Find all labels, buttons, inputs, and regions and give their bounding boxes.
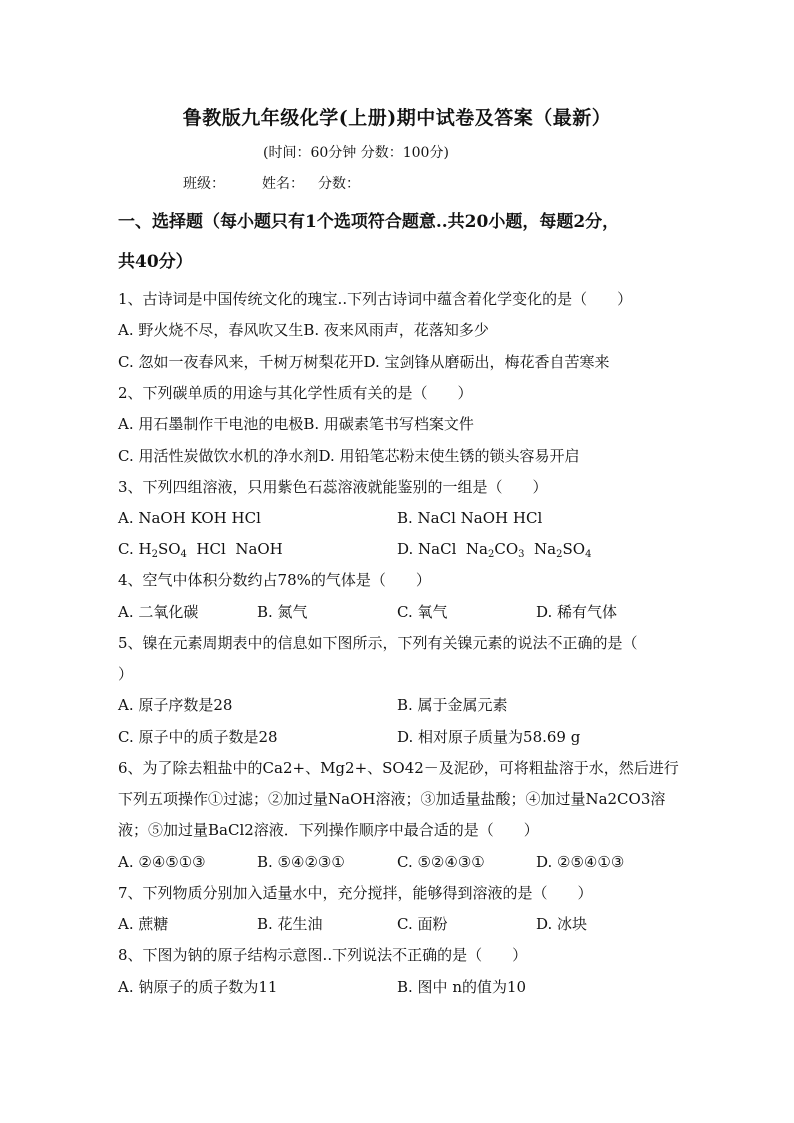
formula-part: HCl NaOH <box>186 540 283 558</box>
question-5-option-b: B. 属于金属元素 <box>397 696 508 714</box>
question-6-stem-line1: 6、为了除去粗盐中的Ca2+、Mg2+、SO42－及泥砂，可将粗盐溶于水，然后进行 <box>118 759 679 777</box>
question-7-option-a: A. 蔗糖 <box>118 915 169 933</box>
question-5-option-d: D. 相对原子质量为58.69 g <box>397 728 581 746</box>
formula-subscript: 2 <box>151 549 158 560</box>
question-7-option-d: D. 冰块 <box>536 915 588 933</box>
question-7-stem: 7、下列物质分别加入适量水中，充分搅拌，能够得到溶液的是（ ） <box>118 884 593 902</box>
question-5-option-c: C. 原子中的质子数是28 <box>118 728 278 746</box>
section-heading-line2: 共40分） <box>118 252 193 272</box>
question-4-stem: 4、空气中体积分数约占78%的气体是（ ） <box>118 571 431 589</box>
question-3-option-b: B. NaCl NaOH HCl <box>397 509 543 527</box>
class-label: 班级： <box>183 176 225 192</box>
question-2-options-cd: C. 用活性炭做饮水机的净水剂D. 用铅笔芯粉末使生锈的锁头容易开启 <box>118 447 580 465</box>
question-7-option-b: B. 花生油 <box>257 915 323 933</box>
formula-part: SO <box>157 540 181 558</box>
question-3-stem: 3、下列四组溶液，只用紫色石蕊溶液就能鉴别的一组是（ ） <box>118 478 548 496</box>
question-7-option-c: C. 面粉 <box>397 915 448 933</box>
question-8-option-b: B. 图中 n的值为10 <box>397 978 527 996</box>
question-2-stem: 2、下列碳单质的用途与其化学性质有关的是（ ） <box>118 384 473 402</box>
question-5-stem-line1: 5、镍在元素周期表中的信息如下图所示，下列有关镍元素的说法不正确的是（ <box>118 634 638 652</box>
page-title: 鲁教版九年级化学(上册)期中试卷及答案（最新） <box>182 107 612 129</box>
formula-part: CO <box>494 540 519 558</box>
question-4-option-c: C. 氧气 <box>397 603 448 621</box>
question-1-options-ab: A. 野火烧不尽，春风吹又生B. 夜来风雨声，花落知多少 <box>118 321 489 339</box>
name-label: 姓名： <box>262 176 304 192</box>
formula-part: Na <box>524 540 557 558</box>
question-4-option-b: B. 氮气 <box>257 603 308 621</box>
score-label: 分数： <box>318 176 360 192</box>
question-8-option-a: A. 钠原子的质子数为11 <box>118 978 278 996</box>
question-1-stem: 1、古诗词是中国传统文化的瑰宝..下列古诗词中蕴含着化学变化的是（ ） <box>118 290 633 308</box>
time-score-info: (时间：60分钟 分数：100分) <box>263 145 449 161</box>
question-6-option-b: B. ⑤④②③① <box>257 853 345 871</box>
formula-subscript: 4 <box>180 549 187 560</box>
question-3-option-a: A. NaOH KOH HCl <box>118 509 261 527</box>
question-6-option-d: D. ②⑤④①③ <box>536 853 625 871</box>
formula-subscript: 2 <box>487 549 495 560</box>
question-4-option-a: A. 二氧化碳 <box>118 603 199 621</box>
question-6-stem-line2: 下列五项操作①过滤；②加过量NaOH溶液；③加适量盐酸；④加过量Na2CO3溶 <box>118 790 666 808</box>
question-2-options-ab: A. 用石墨制作干电池的电极B. 用碳素笔书写档案文件 <box>118 415 474 433</box>
question-3-option-d <box>397 539 591 559</box>
formula-part: D. NaCl Na <box>397 540 488 558</box>
formula-subscript: 3 <box>518 549 525 560</box>
formula-subscript: 2 <box>556 549 563 560</box>
question-3-option-c <box>118 539 283 559</box>
question-5-option-a: A. 原子序数是28 <box>118 696 233 714</box>
section-heading-line1: 一、选择题（每小题只有1个选项符合题意..共20小题，每题2分， <box>118 212 620 232</box>
question-6-stem-line3: 液；⑤加过量BaCl2溶液．下列操作顺序中最合适的是（ ） <box>118 821 539 839</box>
question-8-stem: 8、下图为钠的原子结构示意图..下列说法不正确的是（ ） <box>118 946 528 964</box>
question-4-option-d: D. 稀有气体 <box>536 603 618 621</box>
question-5-stem-line2: ） <box>118 665 134 683</box>
formula-part: C. H <box>118 540 152 558</box>
question-6-option-a: A. ②④⑤①③ <box>118 853 206 871</box>
formula-part: SO <box>562 540 586 558</box>
question-1-options-cd: C. 忽如一夜春风来，千树万树梨花开D. 宝剑锋从磨砺出，梅花香自苦寒来 <box>118 353 610 371</box>
formula-subscript: 4 <box>585 549 592 560</box>
question-6-option-c: C. ⑤②④③① <box>397 853 485 871</box>
